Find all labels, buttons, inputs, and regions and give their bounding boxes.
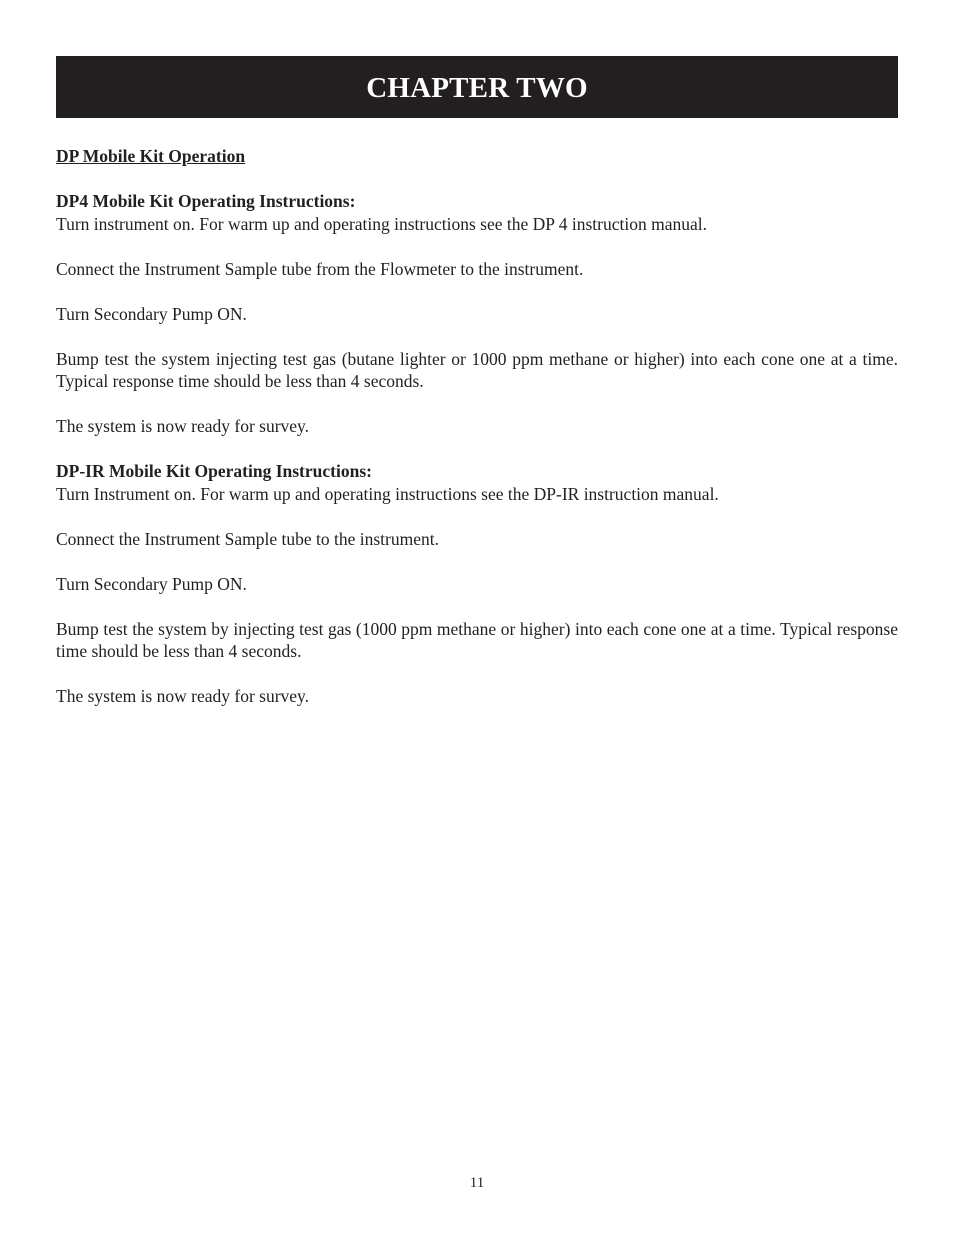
dpir-step-connect-tube: Connect the Instrument Sample tube to the instrument. — [56, 528, 439, 549]
chapter-banner — [56, 56, 898, 118]
section-title: DP Mobile Kit Operation — [56, 146, 246, 166]
dp4-step-connect-tube: Connect the Instrument Sample tube from the Flowmeter to the instrument. — [56, 258, 584, 279]
dpir-step-power-on: Turn Instrument on. For warm up and operating instructions see the DP-IR instruction manual. — [56, 483, 719, 504]
chapter-title: CHAPTER TWO — [366, 71, 588, 104]
dp4-step-power-on: Turn instrument on. For warm up and operating instructions see the DP 4 instruction manual. — [56, 213, 707, 234]
document-body — [56, 145, 898, 708]
dp4-step-secondary-pump: Turn Secondary Pump ON. — [56, 303, 247, 324]
page-number: 11 — [469, 1175, 485, 1191]
dpir-step-ready: The system is now ready for survey. — [56, 686, 310, 706]
dp4-step-bump-test: Bump test the system injecting test gas (butane lighter or 1000 ppm methane or higher) into each cone one at a time. Typical response time should be less than 4 seconds. — [56, 348, 898, 391]
dp4-step-ready: The system is now ready for survey. — [56, 416, 310, 436]
dpir-step-secondary-pump: Turn Secondary Pump ON. — [56, 573, 247, 594]
dpir-step-bump-test: Bump test the system by injecting test gas (1000 ppm methane or higher) into each cone one at a time. Typical response time should be less than 4 seconds. — [56, 618, 898, 661]
dpir-heading: DP-IR Mobile Kit Operating Instructions: — [56, 461, 372, 481]
dp4-heading: DP4 Mobile Kit Operating Instructions: — [56, 191, 356, 211]
